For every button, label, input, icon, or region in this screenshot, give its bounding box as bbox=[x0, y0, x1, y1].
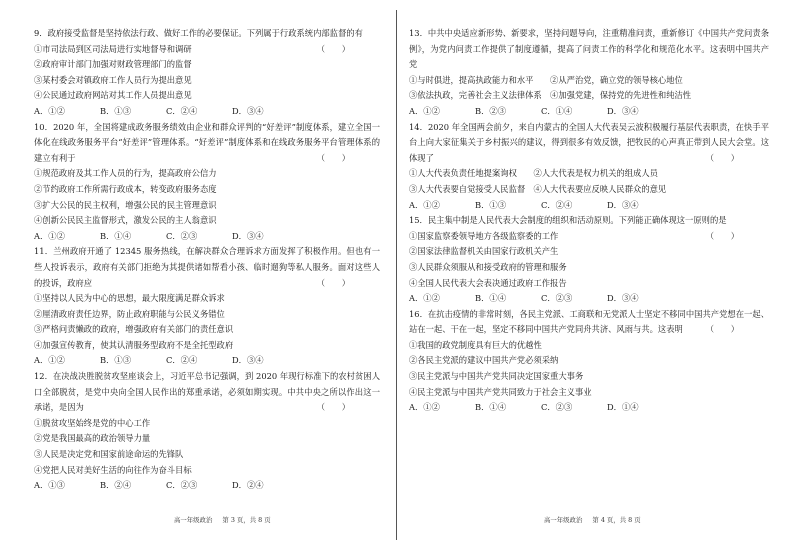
choice-d: D．③④ bbox=[232, 230, 264, 241]
option: ②各民主党派的建议中国共产党必须采纳 bbox=[409, 355, 559, 366]
question-9 bbox=[34, 26, 380, 120]
page-4 bbox=[397, 0, 794, 550]
page-footer bbox=[174, 515, 279, 525]
answer-bracket: （ ） bbox=[316, 152, 350, 163]
answer-choices bbox=[34, 353, 380, 369]
choice-d: D．③④ bbox=[232, 105, 264, 116]
option: ④公民通过政府网站对其工作人员提出意见 bbox=[34, 90, 192, 101]
option: ②节约政府工作所需行政成本，转变政府服务态度 bbox=[34, 183, 217, 194]
option: ①规范政府及其工作人员的行为，提高政府公信力 bbox=[34, 168, 217, 179]
choice-a: A．①② bbox=[34, 355, 65, 366]
option: ④创新公民民主监督形式，激发公民的主人翁意识 bbox=[34, 215, 217, 226]
answer-choices bbox=[409, 400, 769, 416]
page-footer bbox=[544, 515, 649, 525]
choice-c: C．②③ bbox=[541, 402, 573, 413]
choice-b: B．①④ bbox=[475, 402, 506, 413]
question-stem: 11．兰州政府开通了 12345 服务热线，在解决群众合理诉求方面发挥了积极作用。但也有一些人投诉表示，政府有关部门拒绝为其提供诸如帮看小孩、临时遛狗等私人服务。面对这些人的投诉，政府应 bbox=[34, 246, 380, 288]
question-stem: 12．在决战决胜脱贫攻坚座谈会上，习近平总书记强调，到 2020 年现行标准下的农村贫困人口全部脱贫，是党中央向全国人民作出的郑重承诺，必须如期实现。中共中央之所以作出这一承诺，是因为 bbox=[34, 371, 380, 413]
answer-choices bbox=[34, 104, 380, 120]
question-stem: 9．政府接受监督是坚持依法行政、做好工作的必要保证。下列属于行政系统内部监督的有 bbox=[34, 28, 363, 38]
choice-d: D．③④ bbox=[607, 105, 639, 116]
option: ①国家监察委领导地方各级监察委的工作 bbox=[409, 230, 559, 241]
choice-b: B．①③ bbox=[100, 355, 131, 366]
answer-bracket: （ ） bbox=[316, 277, 350, 288]
choice-b: B．①③ bbox=[100, 105, 131, 116]
question-stem: 14．2020 年全国两会前夕，来自内蒙古的全国人大代表吴云波积极履行基层代表职责，在快手平台上向大家征集关于乡村振兴的建议，得到很多有效反馈，把牧民的心声真正带到人民大会堂。这体现了 bbox=[409, 121, 769, 163]
choice-c: C．②③ bbox=[166, 480, 198, 491]
answer-choices bbox=[34, 478, 380, 494]
choice-b: B．①④ bbox=[100, 230, 131, 241]
option: ③扩大公民的民主权利，增强公民的民主管理意识 bbox=[34, 199, 217, 210]
answer-bracket: （ ） bbox=[705, 324, 739, 335]
choice-c: C．②③ bbox=[166, 230, 198, 241]
option: ②国家法律监督机关由国家行政机关产生 bbox=[409, 246, 559, 257]
option: ②政府审计部门加强对财政管理部门的监督 bbox=[34, 59, 192, 70]
choice-a: A．①② bbox=[409, 293, 440, 304]
question-column-left bbox=[34, 26, 380, 494]
answer-bracket: （ ） bbox=[316, 43, 350, 54]
choice-a: A．①③ bbox=[34, 480, 65, 491]
question-10 bbox=[34, 120, 380, 245]
option: ①市司法局到区司法局进行实地督导和调研 bbox=[34, 43, 192, 54]
answer-bracket: （ ） bbox=[316, 402, 350, 413]
footer-subject: 高一年级政治 bbox=[544, 516, 583, 524]
choice-d: D．③④ bbox=[607, 293, 639, 304]
question-stem: 16．在抗击疫情的非常时刻，各民主党派、工商联和无党派人士坚定不移同中国共产党想在一起、站在一起、干在一起，坚定不移同中国共产党同舟共济、风雨与共。这表明 bbox=[409, 308, 769, 335]
question-12 bbox=[34, 369, 380, 494]
option: ①与时俱进，提高执政能力和水平 ②从严治党，确立党的领导核心地位 bbox=[409, 74, 683, 85]
option: ①人大代表负责任地提案询权 ②人大代表是权力机关的组成人员 bbox=[409, 168, 658, 179]
choice-a: A．①② bbox=[409, 402, 440, 413]
choice-c: C．②③ bbox=[541, 293, 573, 304]
choice-d: D．③④ bbox=[607, 199, 639, 210]
question-stem: 13．中共中央适应新形势、新要求，坚持问题导向，注重精准问责，重新修订《中国共产党问责条例》，为党内问责工作提供了制度遵循，提高了问责工作的科学化和规范化水平。这表明中国共产党 bbox=[409, 28, 769, 70]
option: ③人民群众须服从和接受政府的管理和服务 bbox=[409, 261, 567, 272]
option: ①我国的政党制度具有巨大的优越性 bbox=[409, 339, 542, 350]
answer-choices bbox=[409, 291, 769, 307]
option: ③民主党派与中国共产党共同决定国家重大事务 bbox=[409, 371, 584, 382]
choice-d: D．①④ bbox=[607, 402, 639, 413]
answer-choices bbox=[34, 229, 380, 245]
choice-a: A．①② bbox=[409, 199, 440, 210]
choice-b: B．①③ bbox=[475, 199, 506, 210]
option: ③严格问责懒政的政府，增强政府有关部门的责任意识 bbox=[34, 324, 234, 335]
question-13 bbox=[409, 26, 769, 120]
answer-choices bbox=[409, 198, 769, 214]
footer-subject: 高一年级政治 bbox=[174, 516, 213, 524]
choice-d: D．③④ bbox=[232, 355, 264, 366]
option: ④加强宣传教育，使其认清服务型政府不是全托型政府 bbox=[34, 339, 234, 350]
choice-b: B．②④ bbox=[100, 480, 131, 491]
option: ④民主党派与中国共产党共同致力于社会主义事业 bbox=[409, 386, 592, 397]
choice-c: C．②④ bbox=[541, 199, 573, 210]
choice-d: D．②④ bbox=[232, 480, 264, 491]
choice-a: A．①② bbox=[34, 230, 65, 241]
option: ②厘清政府责任边界，防止政府职能与公民义务错位 bbox=[34, 308, 225, 319]
question-stem: 15．民主集中制是人民代表大会制度的组织和活动原则。下列能正确体现这一原则的是 bbox=[409, 215, 727, 226]
option: ④全国人民代表大会表决通过政府工作报告 bbox=[409, 277, 567, 288]
option: ②党是我国最高的政治领导力量 bbox=[34, 433, 151, 444]
choice-a: A．①② bbox=[34, 105, 65, 116]
option: ①脱贫攻坚始终是党的中心工作 bbox=[34, 417, 151, 428]
option: ③依法执政，完善社会主义法律体系 ④加强党建，保持党的先进性和纯洁性 bbox=[409, 90, 692, 101]
option: ③人大代表要自觉接受人民监督 ④人大代表要应反映人民群众的意见 bbox=[409, 183, 667, 194]
option: ①坚持以人民为中心的思想，最大限度满足群众诉求 bbox=[34, 293, 225, 304]
answer-bracket: （ ） bbox=[705, 152, 739, 163]
choice-c: C．①④ bbox=[541, 105, 573, 116]
question-15 bbox=[409, 213, 769, 307]
option: ④党把人民对美好生活的向往作为奋斗目标 bbox=[34, 464, 192, 475]
answer-bracket: （ ） bbox=[705, 230, 739, 241]
choice-a: A．①② bbox=[409, 105, 440, 116]
question-stem: 10．2020 年，全国将建成政务服务绩效由企业和群众评判的“好差评”制度体系，建立全国一体化在线政务服务平台“好差评”管理体系。“好差评”制度体系和在线政务服务平台管理体系的建立有利于 bbox=[34, 121, 380, 163]
question-column-right bbox=[409, 26, 769, 416]
footer-page-number: 第 3 页，共 8 页 bbox=[222, 516, 271, 524]
choice-c: C．②④ bbox=[166, 105, 198, 116]
question-14 bbox=[409, 120, 769, 214]
footer-page-number: 第 4 页，共 8 页 bbox=[592, 516, 641, 524]
option: ③某村委会对镇政府工作人员行为提出意见 bbox=[34, 74, 192, 85]
choice-b: B．①④ bbox=[475, 293, 506, 304]
question-16 bbox=[409, 307, 769, 416]
choice-c: C．②④ bbox=[166, 355, 198, 366]
question-11 bbox=[34, 244, 380, 369]
choice-b: B．②③ bbox=[475, 105, 506, 116]
answer-choices bbox=[409, 104, 769, 120]
option: ③人民是决定党和国家前途命运的先锋队 bbox=[34, 449, 184, 460]
